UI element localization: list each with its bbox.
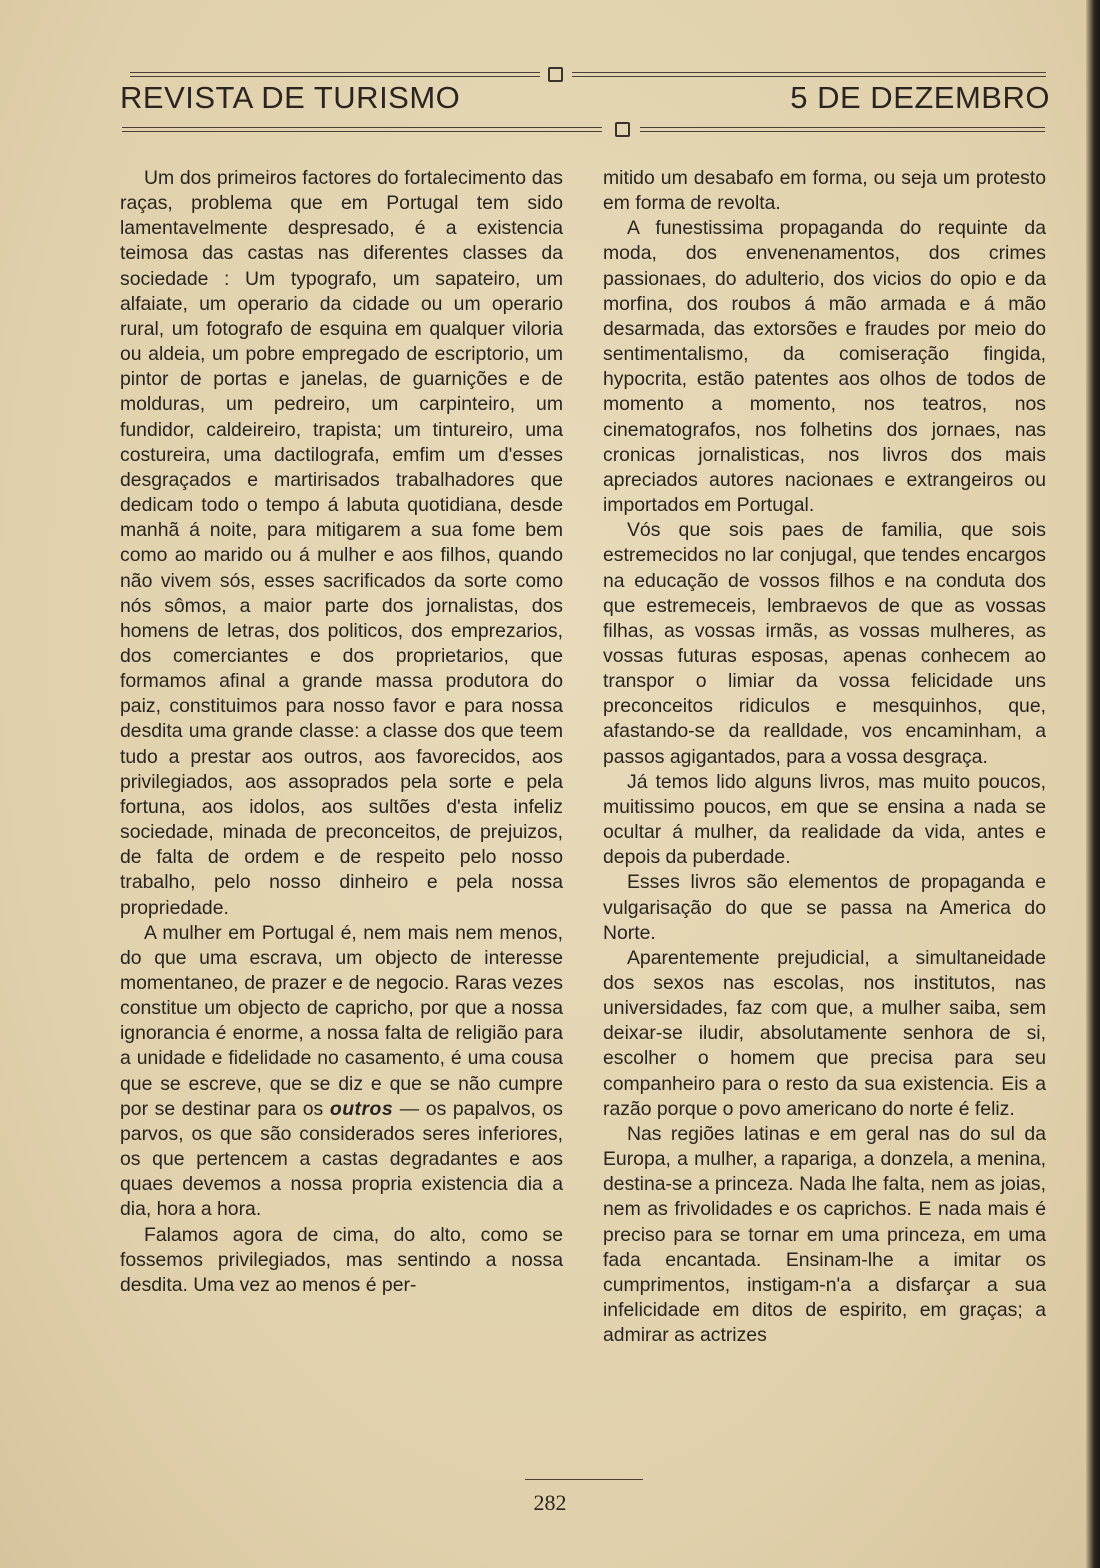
paragraph: Um dos primeiros factores do fortalecimento das raças, problema que em Portugal tem sido lamentavelmente despresado, é a existencia teimosa das castas nas diferentes classes da sociedade : Um typografo, um sapateiro, um alfaiate, um operario da cidade ou um operario rural, um fotografo de esquina em qualquer viloria ou aldeia, um pobre empregado de escriptorio, um pintor de portas e janelas, de guarnições e de molduras, um pedreiro, um carpinteiro, um fundidor, caldeireiro, trapista; um tintureiro, uma costureira, uma dactilografa, emfim um d'esses desgraçados e martirisados trabalhadores que dedicam todo o tempo á labuta quotidiana, desde manhã á noite, para mitigarem a sua fome bem como ao marido ou á mulher e aos filhos, quando não vivem sós, esses sacrificados da sorte como nós sômos, a maior parte dos jornalistas, dos homens de letras, dos politicos, dos emprezarios, dos comerciantes e dos proprietarios, que formamos afinal a grande massa produtora do paiz, constituimos para nosso favor e para nossa desdita uma grande classe: a classe dos que teem tudo a prestar aos outros, aos favorecidos, aos privilegiados, aos assoprados pela sorte e pela fortuna, aos idolos, aos sultões d'esta infeliz sociedade, minada de preconceitos, de prejuizos, de falta de ordem e de respeito pelo nosso trabalho, pelo nosso dinheiro e pela nossa propriedade.	[120, 167, 563, 919]
paragraph: Nas regiões latinas e em geral nas do sul da Europa, a mulher, a rapariga, a donzela, a menina, destina-se a princeza. Nada lhe falta, nem as joias, nem as frivolidades e os caprichos. E nada mais é preciso para se tornar em uma princeza, em uma fada encantada. Ensinam-lhe a imitar os cumprimentos, instigam-n'a a disfarçar a sua infelicidade em ditos de espirito, em graças; a admirar as actrizes	[603, 1122, 1046, 1347]
footer-rule	[525, 1479, 643, 1480]
header-top-rule-right-2	[572, 76, 1046, 77]
paragraph	[120, 921, 563, 1223]
header-bottom-rule-right	[640, 127, 1045, 128]
header-top-rule-right	[572, 72, 1046, 73]
header-bottom-rule-right-2	[640, 131, 1045, 132]
header-bottom-rule-left	[122, 127, 602, 128]
paragraph: A funestissima propaganda do requinte da moda, dos envenenamentos, dos crimes passionaes, do adulterio, dos vicios do opio e da morfina, dos roubos á mão armada e á mão desarmada, das extorsões e fraudes por meio do sentimentalismo, da comiseração fingida, hypocrita, estão patentes aos olhos de todos de momento a momento, nos teatros, nos cinematografos, nos folhetins dos jornaes, nas cronicas jornalisticas, nos livros dos mais apreciados autores nacionaes e extrangeiros ou importados em Portugal.	[603, 217, 1046, 517]
header-square-ornament-top	[548, 67, 563, 82]
header-top-rule-left	[130, 72, 540, 73]
paragraph: Esses livros são elementos de propaganda e vulgarisação do que se passa na America do Norte.	[603, 871, 1046, 944]
paragraph: Aparentemente prejudicial, a simultaneidade dos sexos nas escolas, nos institutos, nas universidades, faz com que, a mulher saiba, sem deixar-se iludir, absolutamente senhora de si, escolher o homem que precisa para seu companheiro para o resto da sua existencia. Eis a razão porque o povo americano do norte é feliz.	[603, 946, 1046, 1120]
article-column-left	[120, 166, 563, 1298]
masthead-title: REVISTA DE TURISMO	[120, 80, 461, 115]
paragraph-text: — os papalvos, os parvos, os que são considerados seres inferiores, os que pertencem a castas degradantes e aos quaes devemos a nossa propria existencia dia a dia, hora a hora.	[120, 1097, 564, 1221]
emphasized-word: outros	[329, 1097, 394, 1120]
header-top-rule-left-2	[130, 76, 540, 77]
masthead-date: 5 DE DEZEMBRO	[790, 80, 1050, 115]
paragraph-text: A mulher em Portugal é, nem mais nem menos, do que uma escrava, um objecto de interesse momentaneo, de prazer e de negocio. Raras vezes constitue um objecto de capricho, por que a nossa ignorancia é enorme, a nossa falta de religião para a unidade e fidelidade no casamento, é uma cousa que se escreve, que se diz e que se não cumpre por se destinar para os	[120, 921, 563, 1120]
paragraph-continuation: mitido um desabafo em forma, ou seja um protesto em forma de revolta.	[603, 167, 1046, 215]
paragraph: Falamos agora de cima, do alto, como se fossemos privilegiados, mas sentindo a nossa desdita. Uma vez ao menos é per-	[120, 1223, 563, 1296]
article-column-right	[603, 166, 1046, 1348]
header-square-ornament-bottom	[615, 122, 630, 137]
paragraph: Vós que sois paes de familia, que sois estremecidos no lar conjugal, que tendes encargos na educação de vossos filhos e na conduta dos que estremeceis, lembraevos de que as vossas filhas, as vossas irmãs, as vossas mulheres, as vossas futuras esposas, apenas conhecem ao transpor o limiar da vossa felicidade uns preconceitos ridiculos e mesquinhos, que, afastando-se da realldade, vos encaminham, a passos agigantados, para a vossa desgraça.	[603, 519, 1046, 768]
paragraph: Já temos lido alguns livros, mas muito poucos, muitissimo poucos, em que se ensina a nada se ocultar á mulher, da realidade da vida, antes e depois da puberdade.	[603, 770, 1046, 869]
page-number: 282	[533, 1490, 567, 1515]
page-edge-shadow	[1086, 0, 1100, 1568]
header-bottom-rule-left-2	[122, 131, 602, 132]
